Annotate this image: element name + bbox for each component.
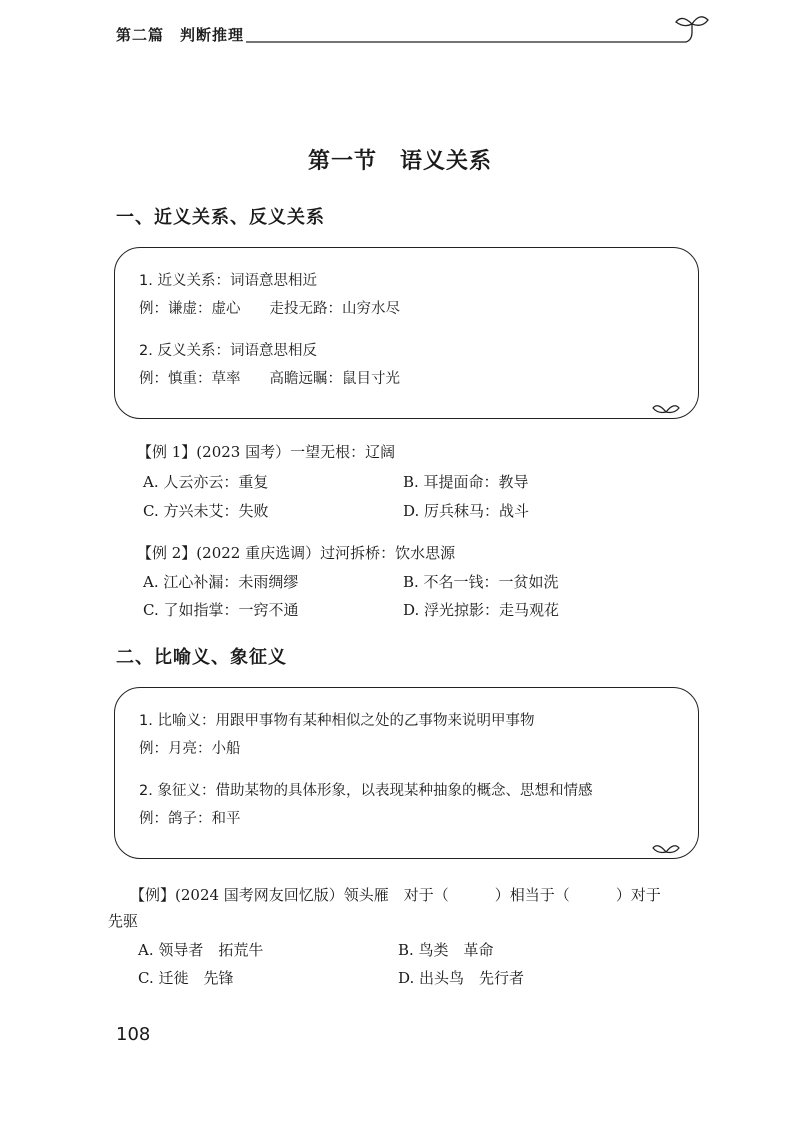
example-2-option-c: C. 了如指掌：一窍不通 <box>143 601 299 619</box>
concept-box-1 <box>114 247 699 419</box>
example-1-option-a: A. 人云亦云：重复 <box>143 473 269 491</box>
example-2-option-d: D. 浮光掠影：走马观花 <box>403 601 560 619</box>
box-line: 例：慎重：草率 高瞻远瞩：鼠目寸光 <box>139 371 400 387</box>
box-line: 例：月亮：小船 <box>139 741 241 757</box>
example-1-option-b: B. 耳提面命：教导 <box>403 473 529 491</box>
header-rule <box>0 0 800 60</box>
concept-box-2 <box>114 687 699 859</box>
page-number: 108 <box>116 1024 151 1045</box>
box-line: 1. 近义关系：词语意思相近 <box>139 273 317 289</box>
running-title: 第二篇 判断推理 <box>116 26 245 44</box>
box-line: 1. 比喻义：用跟甲事物有某种相似之处的乙事物来说明甲事物 <box>139 713 535 729</box>
heading-synonym-antonym: 一、近义关系、反义关系 <box>116 207 325 228</box>
stem-part: 【例】(2024 国考网友回忆版）领头雁 对于（ <box>130 886 449 904</box>
example-3-option-a: A. 领导者 拓荒牛 <box>138 941 264 959</box>
example-2-option-a: A. 江心补漏：未雨绸缪 <box>143 573 299 591</box>
box-line: 2. 反义关系：词语意思相反 <box>139 343 317 359</box>
stem-part: ）对于 <box>615 886 661 904</box>
sprout-icon <box>686 24 692 42</box>
example-2-stem: 【例 2】(2022 重庆选调）过河拆桥：饮水思源 <box>137 544 456 562</box>
example-3-option-b: B. 鸟类 革命 <box>398 941 494 959</box>
running-header <box>0 0 800 60</box>
stem-part: ）相当于（ <box>494 886 570 904</box>
example-2-option-b: B. 不名一钱：一贫如洗 <box>403 573 559 591</box>
heading-metaphor-symbol: 二、比喻义、象征义 <box>116 647 287 668</box>
leaf-icon <box>652 400 680 414</box>
example-3-stem <box>130 884 661 905</box>
example-3-stem-continued: 先驱 <box>108 912 139 930</box>
example-3-option-c: C. 迁徙 先锋 <box>138 969 234 987</box>
box-line: 2. 象征义：借助某物的具体形象，以表现某种抽象的概念、思想和情感 <box>139 783 593 799</box>
box-line: 例：鸽子：和平 <box>139 811 241 827</box>
example-1-stem: 【例 1】(2023 国考）一望无根：辽阔 <box>137 443 396 461</box>
leaf-icon <box>652 840 680 854</box>
example-3-option-d: D. 出头鸟 先行者 <box>398 969 525 987</box>
example-1-option-d: D. 厉兵秣马：战斗 <box>403 502 530 520</box>
example-1-option-c: C. 方兴未艾：失败 <box>143 502 269 520</box>
box-line: 例：谦虚：虚心 走投无路：山穷水尽 <box>139 301 400 317</box>
section-title: 第一节 语义关系 <box>307 148 492 174</box>
